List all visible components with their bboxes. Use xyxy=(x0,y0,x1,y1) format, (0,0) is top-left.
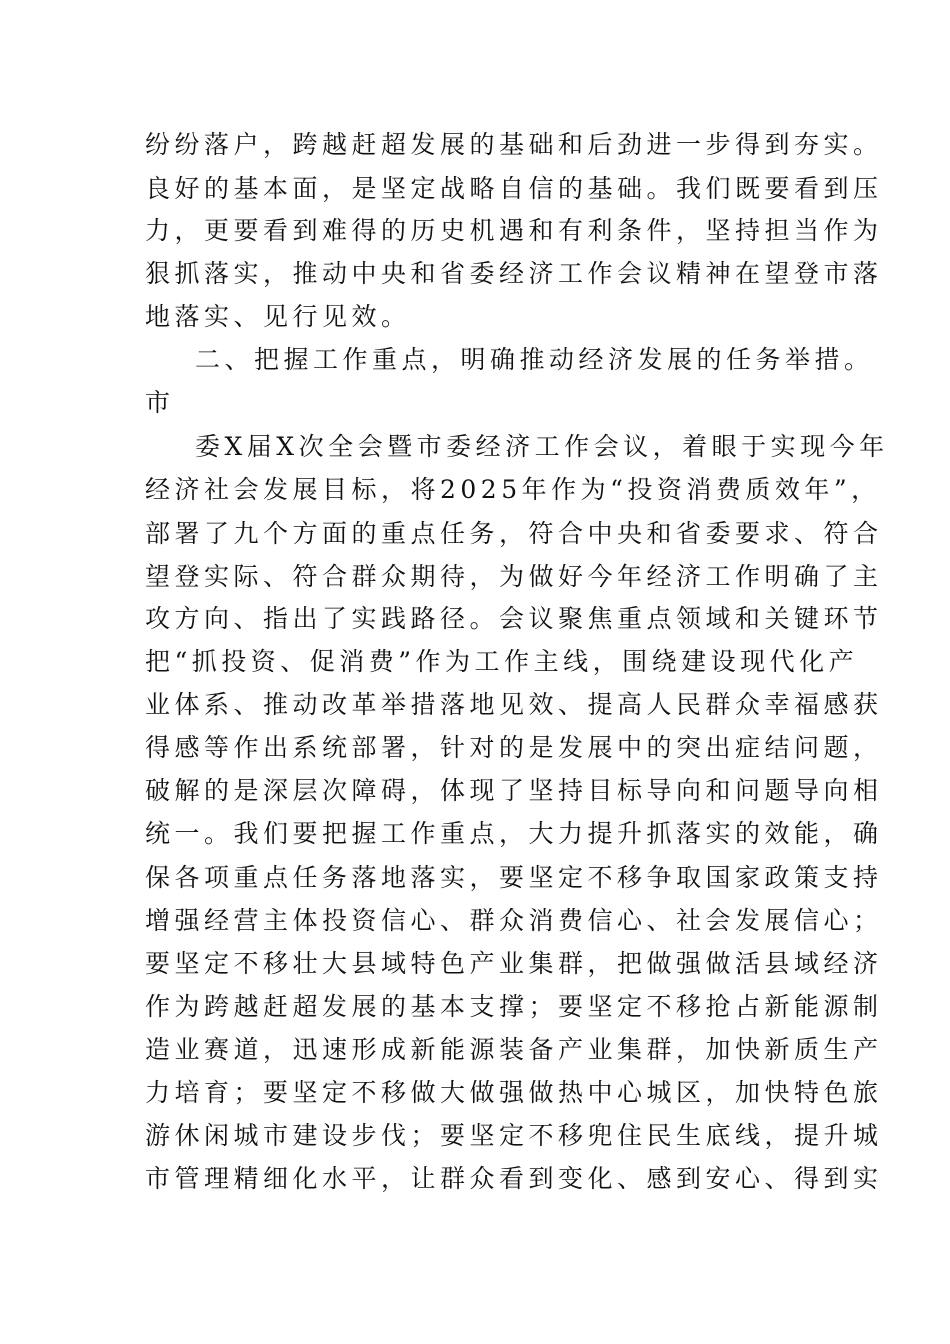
text-line: 作为跨越赶超发展的基本支撑；要坚定不移抢占新能源制 xyxy=(145,992,883,1021)
text-line: 地落实、见行见效。 xyxy=(145,302,411,331)
text-line: 望登实际、符合群众期待，为做好今年经济工作明确了主 xyxy=(145,562,883,591)
text-line: 要坚定不移壮大县域特色产业集群，把做强做活县域经济 xyxy=(145,949,883,978)
text-line: 市 xyxy=(145,388,175,417)
text-line: 统一。我们要把握工作重点，大力提升抓落实的效能，确 xyxy=(145,819,883,848)
text-line: 增强经营主体投资信心、群众消费信心、社会发展信心； xyxy=(145,906,883,935)
section-heading: 二、把握工作重点，明确推动经济发展的任务举措。 xyxy=(195,345,874,374)
text-line: 游休闲城市建设步伐；要坚定不移兜住民生底线，提升城 xyxy=(145,1121,883,1150)
text-line: 良好的基本面，是坚定战略自信的基础。我们既要看到压 xyxy=(145,174,883,203)
text-line: 委X届X次全会暨市委经济工作会议，着眼于实现今年 xyxy=(195,432,889,461)
text-line: 把“抓投资、促消费”作为工作主线，围绕建设现代化产 xyxy=(145,647,859,676)
text-line: 力，更要看到难得的历史机遇和有利条件，坚持担当作为 xyxy=(145,216,883,245)
text-line: 业体系、推动改革举措落地见效、提高人民群众幸福感获 xyxy=(145,690,883,719)
text-line: 狠抓落实，推动中央和省委经济工作会议精神在望登市落 xyxy=(145,259,883,288)
text-line: 保各项重点任务落地落实，要坚定不移争取国家政策支持 xyxy=(145,863,883,892)
text-line: 经济社会发展目标，将2025年作为“投资消费质效年”， xyxy=(145,475,881,504)
text-line: 纷纷落户，跨越赶超发展的基础和后劲进一步得到夯实。 xyxy=(145,130,883,159)
text-line: 力培育；要坚定不移做大做强做热中心城区，加快特色旅 xyxy=(145,1078,883,1107)
text-line: 造业赛道，迅速形成新能源装备产业集群，加快新质生产 xyxy=(145,1035,883,1064)
text-line: 攻方向、指出了实践路径。会议聚焦重点领域和关键环节 xyxy=(145,604,883,633)
text-line: 破解的是深层次障碍，体现了坚持目标导向和问题导向相 xyxy=(145,776,883,805)
text-line: 市管理精细化水平，让群众看到变化、感到安心、得到实 xyxy=(145,1164,883,1193)
text-line: 得感等作出系统部署，针对的是发展中的突出症结问题， xyxy=(145,733,883,762)
text-line: 部署了九个方面的重点任务，符合中央和省委要求、符合 xyxy=(145,519,883,548)
